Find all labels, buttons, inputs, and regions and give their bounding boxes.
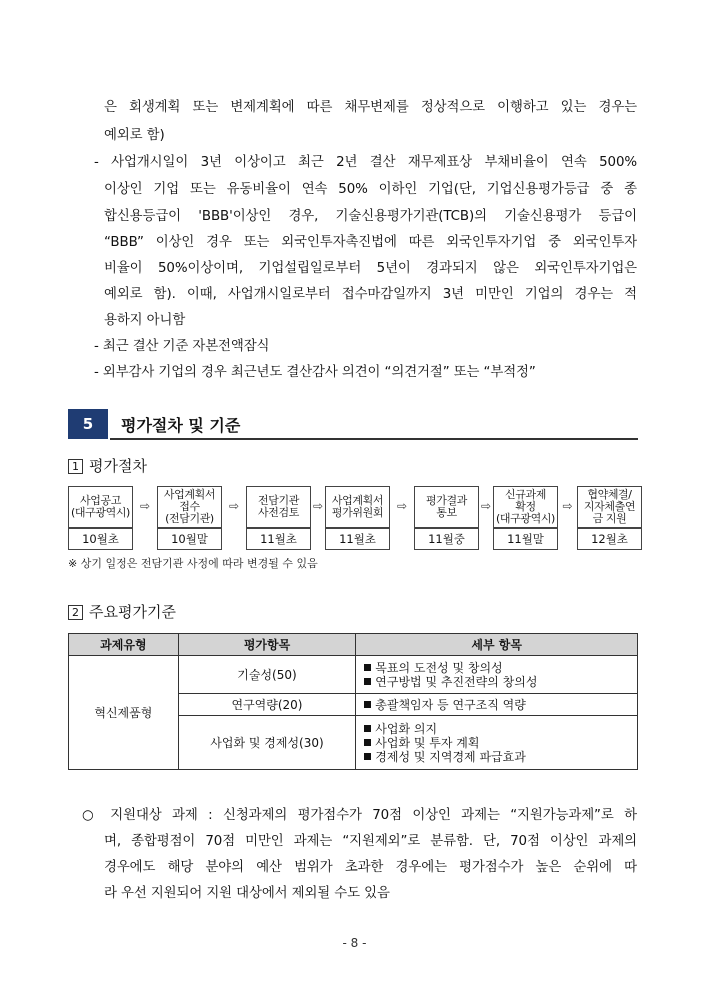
arrow-right-icon: ⇨ xyxy=(139,499,151,513)
bullet3: - 외부감사 기업의 경우 최근년도 결산감사 의견이 “의견거절” 또는 “부적정” xyxy=(94,365,536,380)
table-cell-item: 연구역량(20) xyxy=(178,694,356,716)
square-bullet-icon xyxy=(364,678,371,685)
square-bullet-icon xyxy=(364,664,371,671)
process-step-date: 10월초 xyxy=(68,528,133,550)
schedule-note: ※ 상기 일정은 전담기관 사정에 따라 변경될 수 있음 xyxy=(68,557,318,570)
arrow-right-icon: ⇨ xyxy=(562,499,573,513)
table-cell-detail xyxy=(356,716,638,770)
criteria-table xyxy=(68,633,638,770)
section-rule xyxy=(110,438,638,440)
square-bullet-icon xyxy=(364,739,371,746)
process-step-date: 12월초 xyxy=(577,528,642,550)
bullet1-line-5: 비율이 50%이상이며, 기업설립일로부터 5년이 경과되지 않은 외국인투자기업은 xyxy=(104,261,637,276)
bullet1-line-4: “BBB” 이상인 경우 또는 외국인투자촉진법에 따른 외국인투자기업 중 외국인투자 xyxy=(104,235,637,250)
process-step-label: 사업공고 (대구광역시) xyxy=(71,494,130,519)
process-step-label: 신규과제 확정 (대구광역시) xyxy=(496,488,555,525)
arrow-right-icon: ⇨ xyxy=(228,499,240,513)
table-cell-type: 혁신제품형 xyxy=(69,656,179,770)
detail-line: 사업화 및 투자 계획 xyxy=(364,736,637,750)
section-header xyxy=(68,409,638,439)
table-header-type: 과제유형 xyxy=(69,634,179,656)
subheading-criteria xyxy=(68,603,176,621)
section-number: 5 xyxy=(68,409,108,439)
table-cell-detail xyxy=(356,656,638,694)
process-step-label: 사업계획서 평가위원회 xyxy=(331,494,384,519)
process-step-date: 11월초 xyxy=(246,528,311,550)
detail-line: 목표의 도전성 및 창의성 xyxy=(364,661,637,675)
table-cell-item: 사업화 및 경제성(30) xyxy=(178,716,356,770)
process-step-date: 11월말 xyxy=(493,528,558,550)
table-header-detail: 세부 항목 xyxy=(356,634,638,656)
detail-line: 총괄책임자 등 연구조직 역량 xyxy=(364,698,637,712)
arrow-right-icon: ⇨ xyxy=(396,499,408,513)
page-number: - 8 - xyxy=(342,936,367,950)
support-line-2: 며, 종합평점이 70점 미만인 과제는 “지원제외”로 분류함. 단, 70점 이상인 과제의 xyxy=(104,834,637,849)
subheading-title: 평가절차 xyxy=(89,457,147,475)
support-line-3: 경우에도 해당 분야의 예산 범위가 초과한 경우에는 평가점수가 높은 순위에 따 xyxy=(104,860,637,875)
process-step xyxy=(157,486,222,528)
square-bullet-icon xyxy=(364,725,371,732)
subheading-title: 주요평가기준 xyxy=(89,603,176,621)
process-step xyxy=(68,486,133,528)
support-line-4: 라 우선 지원되어 지원 대상에서 제외될 수도 있음 xyxy=(104,886,390,901)
table-cell-detail xyxy=(356,694,638,716)
bullet1-line-1: - 사업개시일이 3년 이상이고 최근 2년 결산 재무제표상 부채비율이 연속 500% xyxy=(94,155,637,170)
intro-line-1: 은 회생계획 또는 변제계획에 따른 채무변제를 정상적으로 이행하고 있는 경우는 xyxy=(104,100,637,115)
subheading-number: 1 xyxy=(68,459,83,474)
process-step-label: 협약체결/ 지자체출연 금 지원 xyxy=(583,488,636,525)
detail-line: 사업화 의지 xyxy=(364,722,637,736)
support-line-1: ○ 지원대상 과제 : 신청과제의 평가점수가 70점 이상인 과제는 “지원가능과제”로 하 xyxy=(82,808,637,823)
process-step-label: 평가결과 통보 xyxy=(426,494,467,519)
bullet1-line-6: 예외로 함). 이때, 사업개시일로부터 접수마감일까지 3년 미만인 기업의 경우는 적 xyxy=(104,287,637,302)
intro-line-2: 예외로 함) xyxy=(104,128,165,143)
process-step xyxy=(325,486,390,528)
arrow-right-icon: ⇨ xyxy=(312,499,324,513)
table-cell-item: 기술성(50) xyxy=(178,656,356,694)
table-row xyxy=(69,656,638,694)
bullet1-line-3: 합신용등급이 'BBB'이상인 경우, 기술신용평가기관(TCB)의 기술신용평가 등급이 xyxy=(104,209,637,224)
process-step xyxy=(577,486,642,528)
subheading-number: 2 xyxy=(68,605,83,620)
square-bullet-icon xyxy=(364,701,371,708)
detail-line: 경제성 및 지역경제 파급효과 xyxy=(364,750,637,764)
bullet2: - 최근 결산 기준 자본전액잠식 xyxy=(94,339,270,354)
process-step-label: 사업계획서 접수 (전담기관) xyxy=(163,488,216,525)
table-header-item: 평가항목 xyxy=(178,634,356,656)
bullet1-line-7: 용하지 아니함 xyxy=(104,313,186,328)
square-bullet-icon xyxy=(364,753,371,760)
process-step-date: 11월중 xyxy=(414,528,479,550)
process-step-date: 10월말 xyxy=(157,528,222,550)
process-step xyxy=(246,486,311,528)
arrow-right-icon: ⇨ xyxy=(480,499,492,513)
section-title: 평가절차 및 기준 xyxy=(121,416,241,435)
process-step-date: 11월초 xyxy=(325,528,390,550)
detail-line: 연구방법 및 추진전략의 창의성 xyxy=(364,675,637,689)
subheading-procedure xyxy=(68,457,147,475)
process-step xyxy=(493,486,558,528)
process-step xyxy=(414,486,479,528)
bullet1-line-2: 이상인 기업 또는 유동비율이 연속 50% 이하인 기업(단, 기업신용평가등급 중 종 xyxy=(104,182,637,197)
process-step-label: 전담기관 사전검토 xyxy=(258,494,299,519)
